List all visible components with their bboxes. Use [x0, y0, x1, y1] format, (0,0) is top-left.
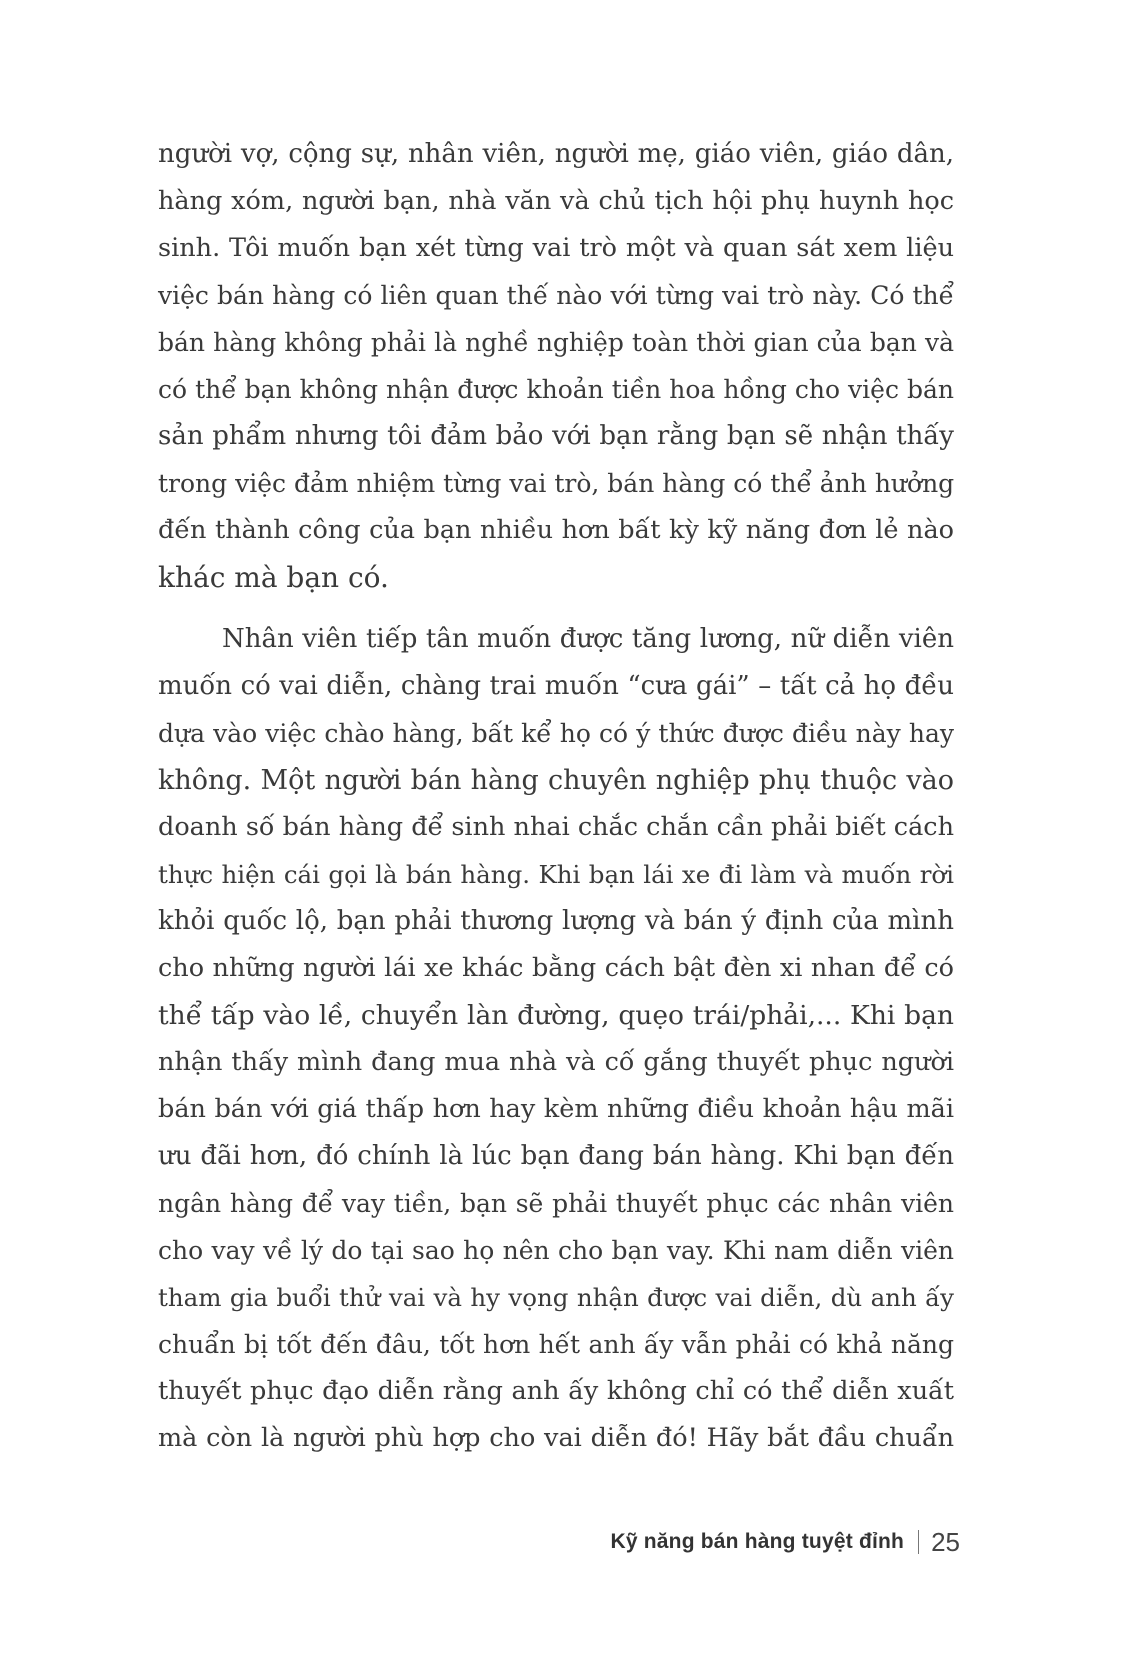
running-footer — [611, 1522, 961, 1562]
text-line: thể tấp vào lề, chuyển làn đường, quẹo trái/phải,... Khi bạn — [158, 1000, 954, 1031]
text-line: hàng xóm, người bạn, nhà văn và chủ tịch hội phụ huynh học — [158, 186, 954, 216]
page-number: 25 — [931, 1526, 960, 1557]
text-line: mà còn là người phù hợp cho vai diễn đó! Hãy bắt đầu chuẩn — [158, 1423, 954, 1453]
text-line: người vợ, cộng sự, nhân viên, người mẹ, giáo viên, giáo dân, — [158, 139, 954, 169]
text-line: thuyết phục đạo diễn rằng anh ấy không chỉ có thể diễn xuất — [158, 1376, 954, 1406]
text-line: cho những người lái xe khác bằng cách bật đèn xi nhan để có — [158, 953, 954, 983]
paragraph-1 — [158, 131, 954, 601]
text-line: bán hàng không phải là nghề nghiệp toàn thời gian của bạn và — [158, 328, 954, 357]
text-line: sản phẩm nhưng tôi đảm bảo với bạn rằng bạn sẽ nhận thấy — [158, 421, 954, 451]
text-line: việc bán hàng có liên quan thế nào với từng vai trò này. Có thể — [158, 281, 954, 310]
text-line: chuẩn bị tốt đến đâu, tốt hơn hết anh ấy vẫn phải có khả năng — [158, 1330, 954, 1359]
text-line: trong việc đảm nhiệm từng vai trò, bán hàng có thể ảnh hưởng — [158, 469, 955, 498]
text-line: Nhân viên tiếp tân muốn được tăng lương, nữ diễn viên — [222, 624, 954, 654]
text-line: có thể bạn không nhận được khoản tiền hoa hồng cho việc bán — [158, 375, 954, 404]
body-text — [158, 131, 954, 1462]
text-line: không. Một người bán hàng chuyên nghiệp phụ thuộc vào — [158, 765, 954, 796]
text-line: tham gia buổi thử vai và hy vọng nhận được vai diễn, dù anh ấy — [158, 1283, 954, 1312]
text-line: ưu đãi hơn, đó chính là lúc bạn đang bán hàng. Khi bạn đến — [158, 1141, 954, 1171]
text-line: khác mà bạn có. — [158, 561, 389, 594]
text-line: cho vay về lý do tại sao họ nên cho bạn vay. Khi nam diễn viên — [158, 1236, 954, 1265]
text-line: ngân hàng để vay tiền, bạn sẽ phải thuyết phục các nhân viên — [158, 1189, 954, 1218]
text-line: khỏi quốc lộ, bạn phải thương lượng và bán ý định của mình — [158, 906, 954, 936]
text-line: nhận thấy mình đang mua nhà và cố gắng thuyết phục người — [158, 1047, 954, 1077]
text-line: thực hiện cái gọi là bán hàng. Khi bạn lái xe đi làm và muốn rời — [158, 860, 954, 889]
text-line: bán bán với giá thấp hơn hay kèm những điều khoản hậu mãi — [158, 1094, 954, 1124]
text-line: doanh số bán hàng để sinh nhai chắc chắn cần phải biết cách — [158, 812, 954, 842]
text-line: sinh. Tôi muốn bạn xét từng vai trò một và quan sát xem liệu — [158, 233, 954, 263]
paragraph-2 — [158, 616, 954, 1462]
text-line: muốn có vai diễn, chàng trai muốn “cưa gái” – tất cả họ đều — [158, 671, 954, 701]
text-line: dựa vào việc chào hàng, bất kể họ có ý thức được điều này hay — [158, 719, 954, 748]
text-line: đến thành công của bạn nhiều hơn bất kỳ kỹ năng đơn lẻ nào — [158, 515, 954, 545]
book-title: Kỹ năng bán hàng tuyệt đỉnh — [610, 1530, 905, 1553]
footer-divider — [918, 1530, 919, 1554]
